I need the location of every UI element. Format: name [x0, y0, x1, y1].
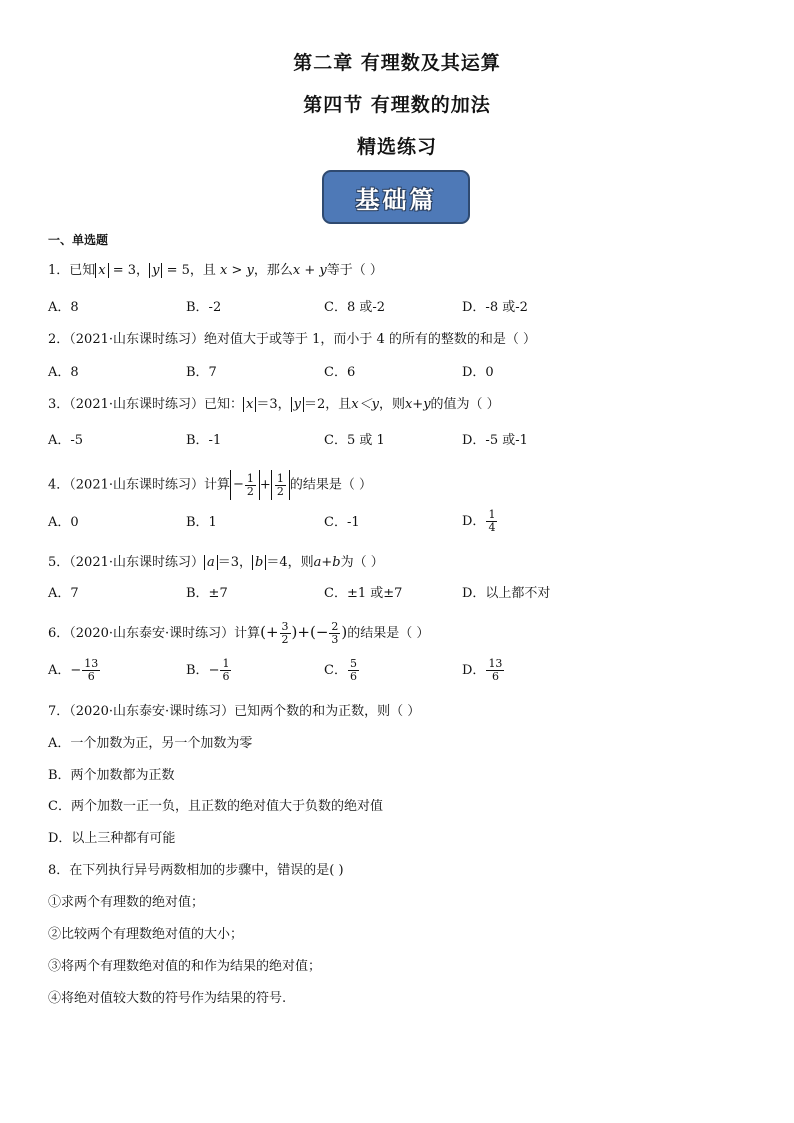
chapter-title: 第二章 有理数及其运算 [293, 52, 501, 74]
fraction: $\frac{13}{6}$ [488, 657, 503, 683]
fraction: $\frac{1}{6}$ [222, 657, 230, 683]
fraction: $\frac{1}{2}$ [246, 471, 254, 498]
question-8-step-2: ②比较两个有理数绝对值的大小； [48, 927, 244, 942]
question-6-stem: 6．（2020·山东泰安·课时练习）计算(+ $\frac{3}{2}$ )+(− $\frac{2}{3}$ )的结果是（ ） [48, 620, 430, 646]
section-title: 第四节 有理数的加法 [303, 94, 491, 116]
option-c[interactable]: C．5 或 1 [324, 433, 385, 448]
question-8-step-4: ④将绝对值较大数的符号作为结果的符号. [48, 991, 287, 1006]
option-c[interactable]: C． $\frac{5}{6}$ [324, 657, 357, 683]
option-d[interactable]: D．以上都不对 [462, 586, 551, 601]
part-heading: 一、单选题 [48, 233, 109, 247]
option-b[interactable]: B．1 [186, 515, 217, 530]
abs-x: x [95, 263, 108, 278]
fraction: $\frac{3}{2}$ [281, 620, 289, 646]
option-a[interactable]: A．0 [48, 515, 79, 530]
option-c[interactable]: C．6 [324, 365, 356, 380]
question-7-option-a[interactable]: A．一个加数为正，另一个加数为零 [48, 736, 253, 751]
option-a[interactable]: A．8 [48, 365, 79, 380]
fraction: $\frac{1}{2}$ [276, 471, 284, 498]
fraction: $\frac{1}{4}$ [488, 508, 496, 534]
option-d[interactable]: D．0 [462, 365, 494, 380]
question-3-options [48, 430, 768, 452]
option-d[interactable]: D． $\frac{1}{4}$ [462, 508, 496, 534]
option-c[interactable]: C．-1 [324, 515, 360, 530]
subtitle: 精选练习 [356, 136, 437, 158]
question-1-stem: 1．已知 x = 3， y = 5，且 x > y，那么x + y等于（ ） [48, 263, 383, 278]
abs-x: x [243, 397, 256, 412]
abs-expression: − $\frac{1}{2}$ [230, 470, 260, 500]
question-4-stem: 4．（2021·山东课时练习）计算 − $\frac{1}{2}$ + $\frac{1}{2}$ 的结果是（ ） [48, 470, 372, 501]
level-badge [322, 170, 470, 224]
question-1-options [48, 297, 768, 319]
option-b[interactable]: B．-2 [186, 300, 222, 315]
option-b[interactable]: B．− $\frac{1}{6}$ [186, 657, 230, 683]
question-8-stem: 8．在下列执行异号两数相加的步骤中，错误的是( ) [48, 863, 344, 878]
question-6-options [48, 658, 768, 692]
option-b[interactable]: B．-1 [186, 433, 222, 448]
question-7-option-d[interactable]: D．以上三种都有可能 [48, 831, 176, 846]
abs-expression [271, 470, 290, 500]
question-5-stem: 5．（2021·山东课时练习） a ＝3， b ＝4，则a+b为（ ） [48, 555, 384, 570]
fraction: $\frac{5}{6}$ [349, 657, 357, 683]
fraction: $\frac{13}{6}$ [84, 657, 99, 683]
abs-y: y [291, 397, 304, 412]
option-a[interactable]: A．-5 [48, 433, 84, 448]
option-b[interactable]: B．7 [186, 365, 217, 380]
question-5-options [48, 583, 768, 605]
option-a[interactable]: A．− $\frac{13}{6}$ [48, 657, 99, 683]
question-4-options [48, 508, 768, 542]
option-c[interactable]: C．±1 或±7 [324, 586, 403, 601]
question-8-step-3: ③将两个有理数绝对值的和作为结果的绝对值； [48, 959, 322, 974]
question-8-step-1: ①求两个有理数的绝对值； [48, 895, 205, 910]
question-2-stem: 2．（2021·山东课时练习）绝对值大于或等于 1，而小于 4 的所有的整数的和是（ ） [48, 332, 537, 347]
abs-a: a [204, 555, 218, 570]
question-7-option-c[interactable]: C．两个加数一正一负，且正数的绝对值大于负数的绝对值 [48, 799, 383, 814]
option-a[interactable]: A．8 [48, 300, 79, 315]
question-3-stem: 3．（2021·山东课时练习）已知： x ＝3， y ＝2，且x＜y，则x+y的值为（ ） [48, 397, 500, 412]
question-2-options [48, 362, 768, 384]
abs-b: b [252, 555, 266, 570]
fraction: $\frac{2}{3}$ [331, 620, 339, 646]
question-7-stem: 7．（2020·山东泰安·课时练习）已知两个数的和为正数，则（ ） [48, 704, 421, 719]
abs-y: y [149, 263, 162, 278]
option-a[interactable]: A．7 [48, 586, 79, 601]
option-d[interactable]: D． $\frac{13}{6}$ [462, 657, 503, 683]
option-d[interactable]: D．-5 或-1 [462, 433, 528, 448]
option-c[interactable]: C．8 或-2 [324, 300, 386, 315]
option-d[interactable]: D．-8 或-2 [462, 300, 528, 315]
question-7-option-b[interactable]: B．两个加数都为正数 [48, 768, 175, 783]
badge-label: 基础篇 [355, 184, 437, 214]
option-b[interactable]: B．±7 [186, 586, 228, 601]
